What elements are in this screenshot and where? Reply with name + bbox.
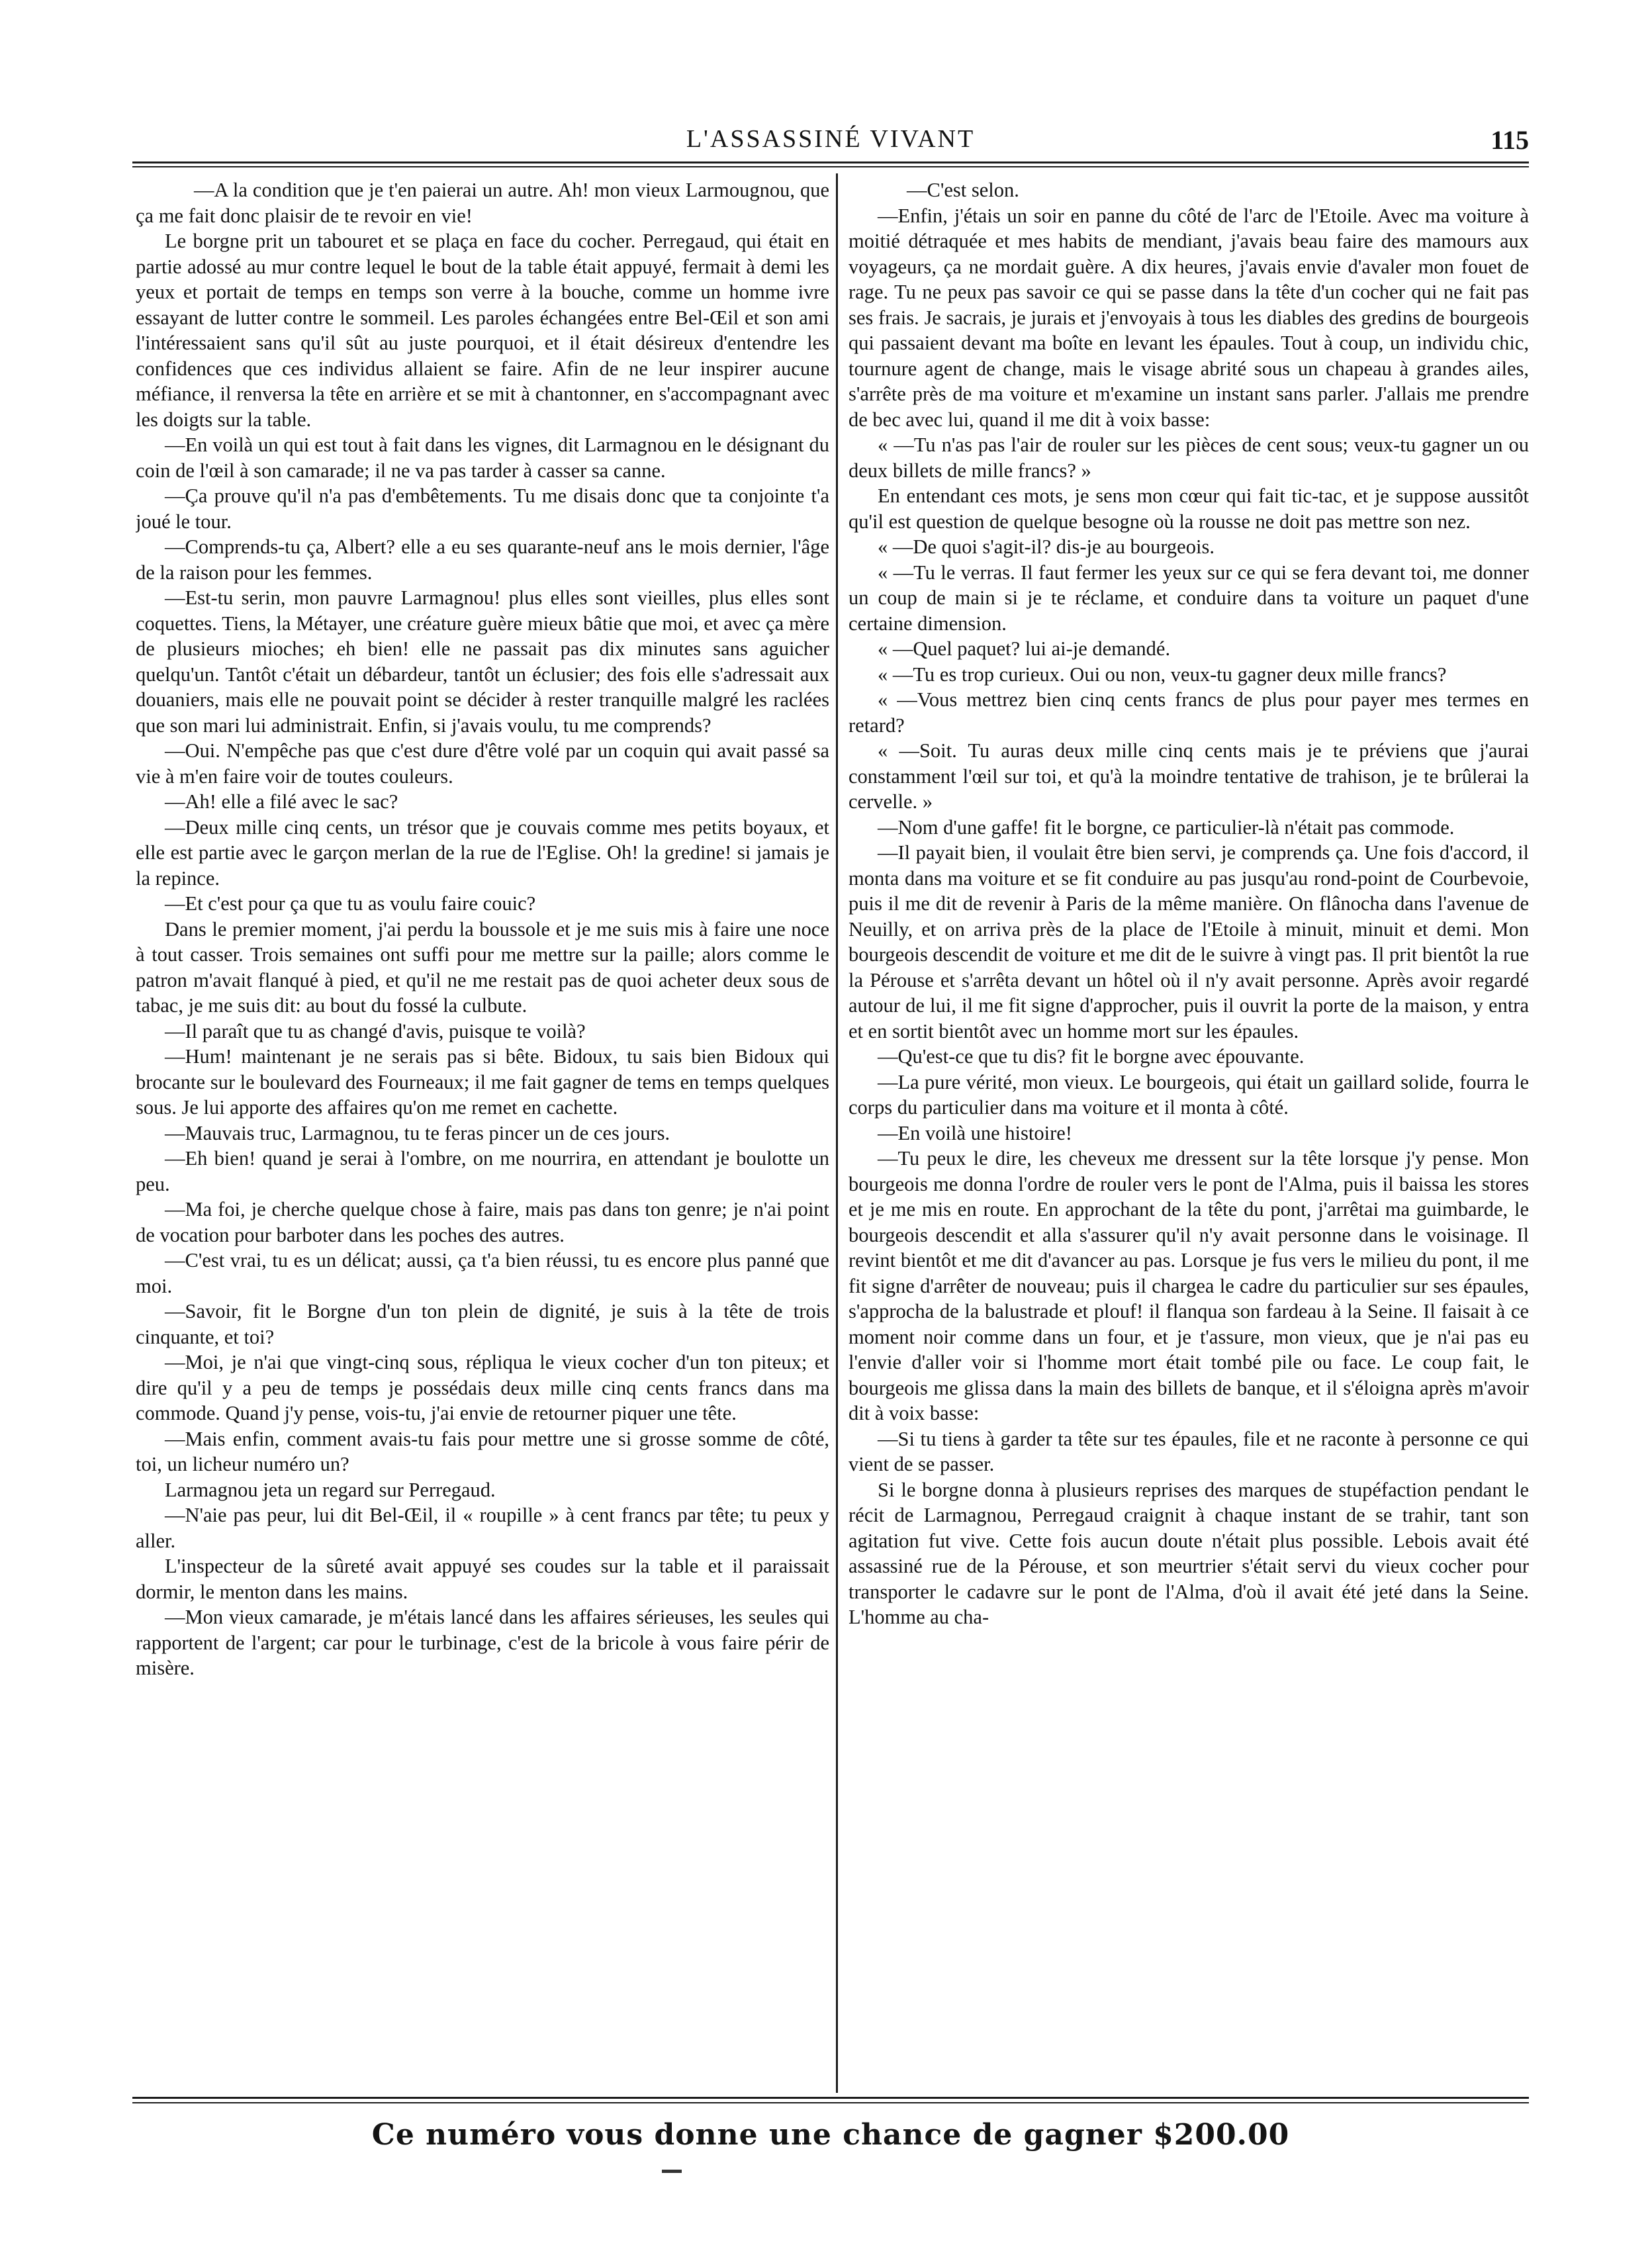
left-column: [136, 177, 829, 2090]
left-column-paragraph: —Mauvais truc, Larmagnou, tu te feras pincer un de ces jours.: [165, 1121, 670, 1144]
right-column-paragraph: —Nom d'une gaffe! fit le borgne, ce particulier-là n'était pas commode.: [878, 815, 1455, 839]
right-column-paragraph: —En voilà une histoire!: [878, 1121, 1072, 1144]
left-column-paragraph: —Est-tu serin, mon pauvre Larmagnou! plus elles sont vieilles, plus elles sont coquettes. Tiens, la Métayer, une créature guère mieux bâtie que moi, et avec ça mère de plusieurs mioches; eh bien! elle ne passait pas dix minutes sans aguicher quelqu'un. Tantôt c'était un débardeur, tantôt un éclusier; des fois elle s'adressait aux douaniers, mais elle ne pouvait point se décider à rester tranquille malgré les raclées que son mari lui administrait. Enfin, si j'avais voulu, tu me comprends?: [136, 586, 829, 737]
header-rule: [132, 161, 1529, 163]
right-column-paragraph: « —Tu es trop curieux. Oui ou non, veux-tu gagner deux mille francs?: [878, 663, 1447, 686]
right-column-paragraph: —Il payait bien, il voulait être bien servi, je comprends ça. Une fois d'accord, il monta dans ma voiture et se fit conduire au pas jusqu'au rond-point de Courbevoie, puis il me dit de revenir à Paris de la même manière. On flânocha dans l'avenue de Neuilly, et on arriva près de la place de l'Etoile à minuit, minuit et demi. Mon bourgeois descendit de voiture et me dit de le suivre à vingt pas. Il prit bientôt la rue la Pérouse et s'arrêta devant un hôtel où il n'y avait personne. Après avoir regardé autour de lui, il me fit signe d'approcher, puis il ouvrit la porte de la maison, y entra et en sortit bientôt avec un homme mort sur les épaules.: [849, 841, 1529, 1042]
running-title: L'ASSASSINÉ VIVANT: [686, 125, 976, 153]
left-column-paragraph: —Ah! elle a filé avec le sac?: [165, 790, 398, 813]
right-column-paragraph: « —Quel paquet? lui ai-je demandé.: [878, 637, 1171, 660]
right-column-paragraph: En entendant ces mots, je sens mon cœur qui fait tic-tac, et je suppose aussitôt qu'il est question de quelque besogne où la rousse ne doit pas mettre son nez.: [849, 484, 1529, 533]
right-column-paragraph: « —Vous mettrez bien cinq cents francs de plus pour payer mes termes en retard?: [849, 688, 1529, 737]
right-column-paragraph: —C'est selon.: [907, 179, 1019, 201]
right-column-paragraph: « —Tu n'as pas l'air de rouler sur les pièces de cent sous; veux-tu gagner un ou deux billets de mille francs? »: [849, 434, 1529, 482]
left-column-paragraph: —Deux mille cinq cents, un trésor que je couvais comme mes petits boyaux, et elle est partie avec le garçon merlan de la rue de l'Eglise. Oh! la gredine! si jamais je la repince.: [136, 815, 829, 890]
left-column-paragraph: —Hum! maintenant je ne serais pas si bête. Bidoux, tu sais bien Bidoux qui brocante sur le boulevard des Fourneaux; il me fait gagner de tems en temps quelques sous. Je lui apporte des affaires qu'on me remet en cachette.: [136, 1045, 829, 1119]
left-column-paragraph: —N'aie pas peur, lui dit Bel-Œil, il « roupille » à cent francs par tête; tu peux y aller.: [136, 1504, 829, 1552]
left-column-paragraph: —En voilà un qui est tout à fait dans les vignes, dit Larmagnou en le désignant du coin de l'œil à son camarade; il ne va pas tarder à casser sa canne.: [136, 434, 829, 482]
left-column-paragraph: —Mais enfin, comment avais-tu fais pour mettre une si grosse somme de côté, toi, un licheur numéro un?: [136, 1427, 829, 1475]
left-column-paragraph: —Oui. N'empêche pas que c'est dure d'être volé par un coquin qui avait passé sa vie à m'en faire voir de toutes couleurs.: [136, 739, 829, 788]
right-column-paragraph: —Enfin, j'étais un soir en panne du côté de l'arc de l'Etoile. Avec ma voiture à moitié détraquée et mes habits de mendiant, j'avais beau faire des mamours aux voyageurs, ça ne mordait guère. A dix heures, j'avais envie d'avaler mon fouet de rage. Tu ne peux pas savoir ce qui se passe dans la tête d'un cocher qui ne fait pas ses frais. Je sacrais, je jurais et j'envoyais à tous les diables des gredins de bourgeois qui passaient devant ma boîte en levant les épaules. Tout à coup, un individu chic, tournure agent de change, mais le visage abrité sous un chapeau à grandes ailes, s'arrête près de ma voiture et m'examine un instant sans parler. J'allais me prendre de bec avec lui, quand il me dit à voix basse:: [849, 204, 1529, 431]
left-column-paragraph: —Il paraît que tu as changé d'avis, puisque te voilà?: [165, 1019, 586, 1042]
left-column-paragraph: L'inspecteur de la sûreté avait appuyé ses coudes sur la table et il paraissait dormir, le menton dans les mains.: [136, 1555, 829, 1603]
left-column-paragraph: Larmagnou jeta un regard sur Perregaud.: [165, 1478, 496, 1501]
left-column-paragraph: —Eh bien! quand je serai à l'ombre, on me nourrira, en attendant je boulotte un peu.: [136, 1147, 829, 1195]
right-column-paragraph: « —Soit. Tu auras deux mille cinq cents mais je te préviens que j'aurai constamment l'œil sur toi, et qu'à la moindre tentative de trahison, je te brûlerai la cervelle. »: [849, 739, 1529, 813]
right-column-paragraph: —Tu peux le dire, les cheveux me dressent sur la tête lorsque j'y pense. Mon bourgeois me donna l'ordre de rouler vers le pont de l'Alma, puis il baissa les stores et je me mis en route. En approchant de la tête du pont, j'arrêtai ma guimbarde, le bourgeois descendit et alla s'assurer qu'il n'y avait personne dans le voisinage. Il revint bientôt et me dit d'avancer au pas. Lorsque je fus vers le milieu du pont, il me fit signe d'arrêter de nouveau; puis il chargea le cadre du particulier sur ses épaules, s'approcha de la balustrade et plouf! il flanqua son fardeau à la Seine. Il faisait à ce moment noir comme dans un four, et je t'assure, mon vieux, que je n'ai pas eu l'envie d'aller voir si l'homme mort était tombé pile ou face. Le coup fait, le bourgeois me glissa dans la main des billets de banque, et il s'éloigna après m'avoir dit à voix basse:: [849, 1147, 1529, 1424]
footer-rule: [132, 2097, 1529, 2099]
left-column-paragraph: —Comprends-tu ça, Albert? elle a eu ses quarante-neuf ans le mois dernier, l'âge de la raison pour les femmes.: [136, 535, 829, 584]
left-column-paragraph: —Savoir, fit le Borgne d'un ton plein de dignité, je suis à la tête de trois cinquante, et toi?: [136, 1300, 829, 1348]
left-column-paragraph: Le borgne prit un tabouret et se plaça en face du cocher. Perregaud, qui était en partie adossé au mur contre lequel le bout de la table était appuyé, fermait à demi les yeux et portait de temps en temps son verre à la bouche, comme un homme ivre essayant de lutter contre le sommeil. Les paroles échangées entre Bel-Œil et son ami l'intéressaient sans qu'il sût au juste pourquoi, et il était désireux d'entendre les confidences que ces individus allaient se faire. Afin de ne leur inspirer aucune méfiance, il renversa la tête en arrière et se mit à chantonner, en s'accompagnant avec les doigts sur la table.: [136, 230, 829, 431]
right-column-paragraph: —Qu'est-ce que tu dis? fit le borgne avec épouvante.: [878, 1045, 1305, 1068]
right-column-paragraph: —Si tu tiens à garder ta tête sur tes épaules, file et ne raconte à personne ce qui vient de se passer.: [849, 1427, 1529, 1475]
left-column-paragraph: —Ma foi, je cherche quelque chose à faire, mais pas dans ton genre; je n'ai point de vocation pour barboter dans les poches des autres.: [136, 1198, 829, 1246]
right-column-paragraph: —La pure vérité, mon vieux. Le bourgeois, qui était un gaillard solide, fourra le corps du particulier dans ma voiture et il monta à côté.: [849, 1070, 1529, 1119]
left-column-paragraph: —C'est vrai, tu es un délicat; aussi, ça t'a bien réussi, tu es encore plus panné que moi.: [136, 1249, 829, 1297]
footer-dash-mark: [662, 2170, 682, 2173]
right-column: [849, 177, 1529, 2090]
left-column-paragraph: —Et c'est pour ça que tu as voulu faire couic?: [165, 892, 536, 915]
footer-promo: Ce numéro vous donne une chance de gagner $200.00: [371, 2118, 1290, 2152]
left-column-paragraph: —Ça prouve qu'il n'a pas d'embêtements. Tu me disais donc que ta conjointe t'a joué le tour.: [136, 484, 829, 533]
right-column-paragraph: « —De quoi s'agit-il? dis-je au bourgeois.: [878, 535, 1215, 558]
left-column-paragraph: —Moi, je n'ai que vingt-cinq sous, répliqua le vieux cocher d'un ton piteux; et dire qu'il y a peu de temps je possédais deux mille cinq cents francs dans ma commode. Quand j'y pense, vois-tu, j'ai envie de retourner piquer une tête.: [136, 1351, 829, 1424]
running-head: [132, 124, 1529, 158]
right-column-paragraph: Si le borgne donna à plusieurs reprises des marques de stupéfaction pendant le récit de Larmagnou, Perregaud craignit à chaque instant de se trahir, tant son agitation fut vive. Cette fois aucun doute n'était plus possible. Lebois avait été assassiné rue de la Pérouse, et son meurtrier s'était servi du vieux cocher pour transporter le cadavre sur le pont de l'Alma, d'où il avait été jeté dans la Seine. L'homme au cha-: [849, 1478, 1529, 1628]
left-column-paragraph: —Mon vieux camarade, je m'étais lancé dans les affaires sérieuses, les seules qui rapportent de l'argent; car pour le turbinage, c'est de la bricole à vous faire périr de misère.: [136, 1606, 829, 1679]
left-column-paragraph: Dans le premier moment, j'ai perdu la boussole et je me suis mis à faire une noce à tout casser. Trois semaines ont suffi pour me mettre sur la paille; alors comme le patron m'avait flanqué à pied, et qu'il ne me restait pas de quoi acheter deux sous de tabac, je me suis dit: au bout du fossé la culbute.: [136, 917, 829, 1017]
page-number: 115: [1491, 125, 1529, 155]
left-column-paragraph: —A la condition que je t'en paierai un autre. Ah! mon vieux Larmougnou, que ça me fait donc plaisir de te revoir en vie!: [136, 179, 829, 227]
right-column-paragraph: « —Tu le verras. Il faut fermer les yeux sur ce qui se fera devant toi, me donner un coup de main si je te réclame, et conduire dans ta voiture un paquet d'une certaine dimension.: [849, 561, 1529, 635]
header-rule-thin: [132, 166, 1529, 167]
column-divider: [836, 173, 838, 2093]
footer-rule-thin: [132, 2102, 1529, 2103]
